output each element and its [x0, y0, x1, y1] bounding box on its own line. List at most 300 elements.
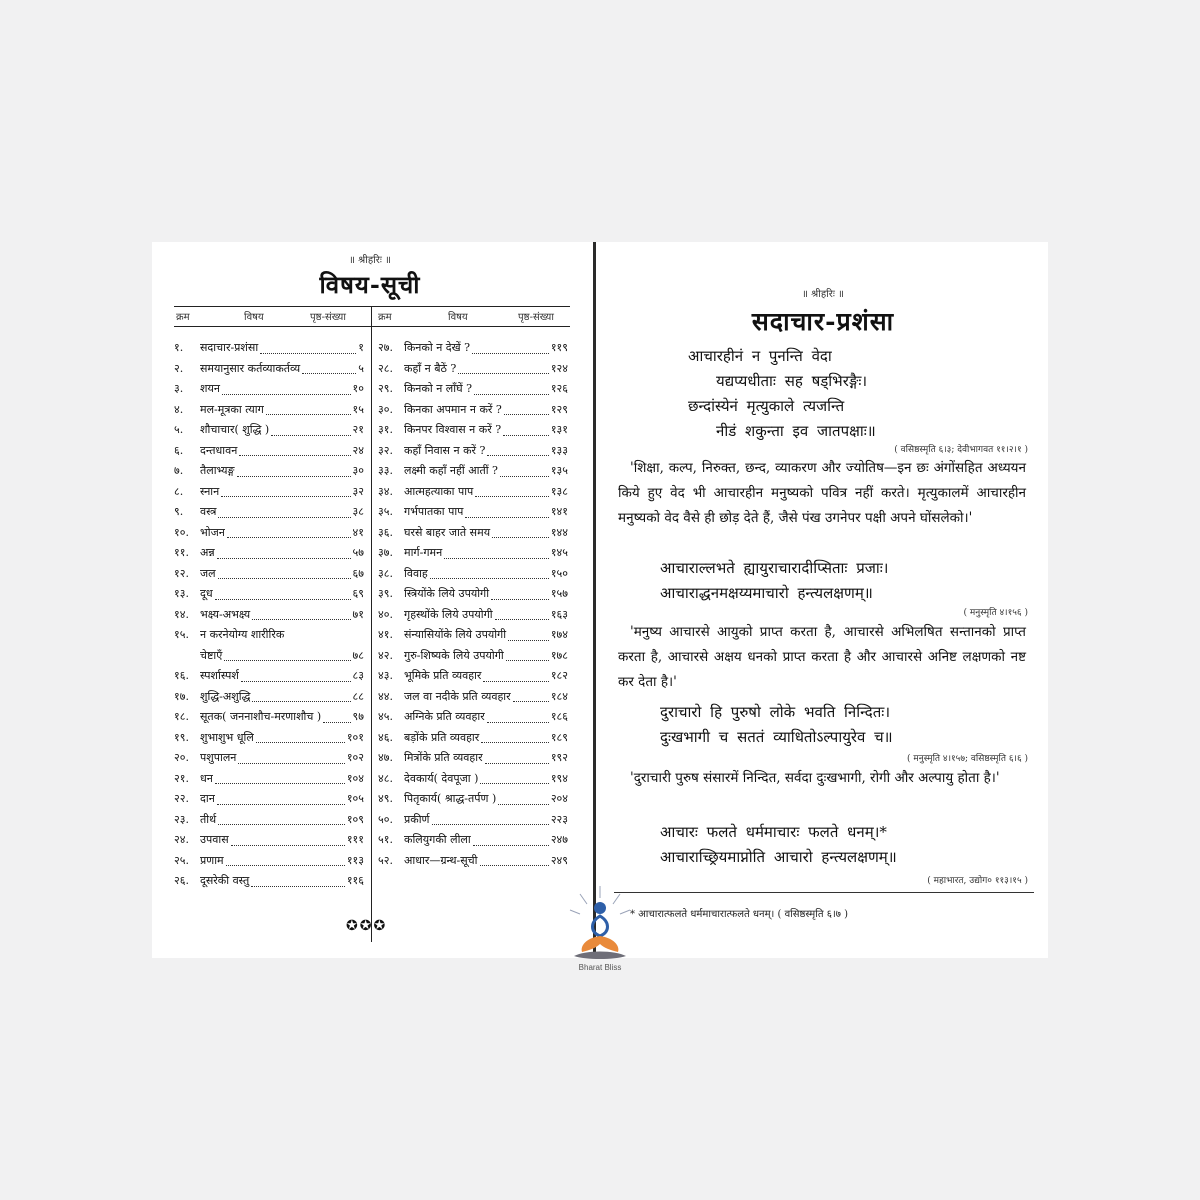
toc-entry: [378, 523, 568, 544]
toc-entry: [174, 379, 364, 400]
toc-entry-page: २०४: [550, 792, 568, 805]
toc-entry-label: देवकार्य( देवपूजा ): [404, 771, 479, 785]
toc-entry-label: शुभाशुभ धूलि: [200, 730, 254, 744]
toc-entry-label: प्रणाम: [200, 853, 224, 867]
toc-entry-page: १३३: [550, 443, 568, 457]
toc-entry: [378, 482, 568, 503]
article-title: सदाचार-प्रशंसा: [751, 307, 895, 336]
toc-entry-page: ३८: [352, 505, 364, 518]
toc-leader-dots: [218, 578, 351, 579]
toc-column-right: [378, 338, 568, 871]
toc-entry-label: दान: [200, 792, 215, 805]
toc-entry-number: ४२.: [378, 648, 393, 662]
toc-leader-dots: [491, 599, 549, 600]
toc-leader-dots: [252, 619, 350, 620]
toc-entry: [174, 666, 364, 687]
toc-entry: [174, 420, 364, 441]
toc-entry-number: २.: [174, 361, 184, 375]
toc-entry-label: वस्त्र: [200, 505, 217, 518]
toc-entry-label: शौचाचार( शुद्धि ): [200, 423, 270, 436]
toc-entry: [174, 789, 364, 810]
book-gutter: [593, 242, 596, 958]
invocation-right: ॥ श्रीहरिः ॥: [801, 289, 845, 300]
toc-entry-page: २२३: [550, 812, 568, 826]
toc-leader-dots: [239, 455, 350, 456]
toc-entry-label: कहाँ न बैठें ?: [404, 361, 457, 375]
toc-entry-page: १९२: [550, 751, 568, 764]
col-header-number: क्रम: [378, 312, 392, 323]
toc-entry-page: ३२: [352, 484, 364, 498]
toc-leader-dots: [271, 435, 350, 436]
toc-entry-label: जल वा नदीके प्रति व्यवहार: [404, 689, 511, 703]
logo-lotus: [582, 936, 619, 952]
toc-entry-label: सूतक( जननाशौच-मरणाशौच ): [200, 710, 322, 723]
toc-leader-dots: [513, 701, 549, 702]
toc-leader-dots: [495, 619, 549, 620]
toc-entry-page: १०२: [346, 751, 364, 764]
toc-entry-number: २०.: [174, 751, 189, 764]
toc-entry-number: १२.: [174, 566, 189, 580]
toc-leader-dots: [222, 394, 351, 395]
col-header-subject: विषय: [244, 312, 264, 323]
toc-entry: [174, 646, 364, 667]
toc-entry: [174, 482, 364, 503]
toc-entry-label: सदाचार-प्रशंसा: [200, 341, 259, 354]
toc-entry-label: आत्महत्याका पाप: [404, 484, 474, 498]
toc-entry-page: १६३: [550, 607, 568, 621]
toc-entry-number: १५.: [174, 628, 189, 641]
toc-entry-page: ६९: [352, 587, 364, 600]
toc-entry-number: २६.: [174, 874, 189, 887]
toc-entry-label: आधार—ग्रन्थ-सूची: [404, 853, 478, 867]
toc-leader-dots: [432, 824, 549, 825]
toc-leader-dots: [487, 455, 548, 456]
toc-entry-page: १८२: [550, 669, 568, 682]
toc-entry-number: २९.: [378, 382, 393, 395]
toc-entry-number: ३१.: [378, 423, 393, 436]
toc-entry: [378, 728, 568, 749]
toc-entry-label: विवाह: [404, 566, 428, 580]
toc-entry-label: गृहस्थोंके लिये उपयोगी: [404, 607, 493, 621]
toc-entry: [378, 687, 568, 708]
toc-leader-dots: [215, 599, 351, 600]
toc-entry-label: उपवास: [200, 833, 229, 846]
toc-entry: [378, 543, 568, 564]
toc-entry-number: २७.: [378, 341, 393, 354]
toc-entry-label: दूसरेकी वस्तु: [200, 874, 250, 887]
toc-leader-dots: [508, 640, 549, 641]
toc-entry-page: १३८: [550, 484, 568, 498]
toc-entry-page: १०१: [346, 730, 364, 744]
toc-entry-page: १०५: [346, 792, 364, 805]
toc-entry: [174, 543, 364, 564]
toc-leader-dots: [444, 558, 549, 559]
toc-entry: [378, 625, 568, 646]
toc-leader-dots: [241, 681, 351, 682]
toc-entry-label: लक्ष्मी कहाँ नहीं आतीं ?: [404, 464, 498, 477]
toc-entry-number: ४१.: [378, 628, 393, 641]
toc-leader-dots: [251, 886, 345, 887]
toc-entry-number: ३८.: [378, 566, 393, 580]
verse-line: दुःखभागी च सततं व्याधितोऽल्पायुरेव च॥: [660, 728, 893, 746]
toc-entry-page: १८४: [550, 689, 568, 703]
book-spread: [152, 242, 1048, 958]
toc-leader-dots: [266, 414, 351, 415]
toc-entry-label: गर्भपातका पाप: [404, 505, 464, 518]
col-header-page: पृष्ठ-संख्या: [310, 312, 346, 323]
toc-leader-dots: [217, 804, 345, 805]
toc-leader-dots: [256, 742, 345, 743]
toc-entry-number: २१.: [174, 771, 189, 785]
toc-entry-number: १९.: [174, 730, 189, 744]
toc-entry-number: १६.: [174, 669, 189, 682]
toc-entry-number: १३.: [174, 587, 189, 600]
invocation-left: ॥ श्रीहरिः ॥: [348, 255, 392, 266]
toc-entry-number: ९.: [174, 505, 184, 518]
toc-entry-page: १०९: [346, 812, 364, 826]
toc-leader-dots: [481, 742, 549, 743]
toc-entry-number: ३७.: [378, 546, 393, 559]
toc-entry: [378, 461, 568, 482]
verse-line: यद्यप्यधीताः सह षड्भिरङ्गैः।: [716, 372, 868, 390]
logo-body: [593, 916, 608, 936]
toc-entry: [174, 830, 364, 851]
toc-entry-number: ४६.: [378, 730, 393, 744]
toc-entry: [174, 338, 364, 359]
logo-head: [594, 902, 606, 914]
toc-entry-page: ८८: [352, 689, 364, 703]
paragraph: 'दुराचारी पुरुष संसारमें निन्दित, सर्वदा दुःखभागी, रोगी और अल्पायु होता है।': [630, 770, 1000, 786]
toc-entry-number: १०.: [174, 525, 189, 539]
toc-entry: [174, 523, 364, 544]
toc-entry-number: ४९.: [378, 792, 393, 805]
toc-entry-number: ४३.: [378, 669, 393, 682]
footnote-rule: [614, 892, 1034, 893]
toc-leader-dots: [474, 394, 549, 395]
toc-entry-number: ७.: [174, 464, 184, 477]
verse-line: आचाराच्छ्रियमाप्नोति आचारो हन्त्यलक्षणम्॥: [660, 848, 897, 866]
col-header-subject: विषय: [448, 312, 468, 323]
verse-line: आचारः फलते धर्ममाचारः फलते धनम्।*: [660, 823, 887, 841]
verse-line: नीडं शकुन्ता इव जातपक्षाः॥: [716, 422, 876, 440]
toc-entry: [174, 871, 364, 892]
toc-entry-page: १०: [352, 382, 364, 395]
toc-entry-page: ६७: [352, 566, 364, 580]
toc-entry-page: १९४: [550, 771, 568, 785]
toc-entry-number: ३९.: [378, 587, 393, 600]
toc-entry: [378, 400, 568, 421]
toc-entry: [378, 707, 568, 728]
toc-entry-number: ३६.: [378, 525, 393, 539]
toc-leader-dots: [500, 476, 549, 477]
toc-leader-dots: [237, 476, 351, 477]
toc-entry-label: दन्तधावन: [200, 443, 238, 457]
toc-leader-dots: [218, 517, 350, 518]
toc-entry: [378, 646, 568, 667]
toc-entry: [174, 748, 364, 769]
citation: ( मनुस्मृति ४।१५६ ): [963, 608, 1028, 618]
toc-entry-page: १५७: [550, 587, 568, 600]
toc-leader-dots: [323, 722, 350, 723]
toc-leader-dots: [238, 763, 344, 764]
toc-entry-number: ८.: [174, 484, 184, 498]
toc-page: [152, 242, 588, 958]
toc-entry-label: किनपर विश्वास न करें ?: [404, 423, 502, 436]
toc-entry-number: १.: [174, 341, 184, 354]
toc-entry-number: ५०.: [378, 812, 393, 826]
toc-entry: [174, 625, 364, 646]
toc-entry-page: १७८: [550, 648, 568, 662]
toc-entry-number: ४८.: [378, 771, 393, 785]
toc-leader-dots: [475, 496, 549, 497]
toc-leader-dots: [503, 435, 549, 436]
toc-entry: [378, 851, 568, 872]
toc-entry-label: पशुपालन: [200, 751, 237, 764]
toc-entry-number: ३.: [174, 382, 184, 395]
col-header-page: पृष्ठ-संख्या: [518, 312, 554, 323]
toc-header-rule: [174, 326, 570, 327]
toc-entry: [378, 748, 568, 769]
toc-entry-label: कहाँ निवास न करें ?: [404, 443, 486, 457]
toc-entry: [378, 769, 568, 790]
toc-leader-dots: [465, 517, 548, 518]
citation: ( वसिष्ठस्मृति ६।३; देवीभागवत ११।२।१ ): [894, 445, 1028, 455]
toc-entry-page: १०४: [346, 771, 364, 785]
toc-entry-page: ५: [358, 361, 364, 375]
toc-entry-page: ९७: [352, 710, 364, 723]
toc-entry: [174, 564, 364, 585]
toc-entry-label: धन: [200, 771, 213, 785]
toc-entry: [174, 359, 364, 380]
verse-line: आचारहीनं न पुनन्ति वेदा: [688, 347, 832, 365]
toc-entry-number: ५२.: [378, 853, 393, 867]
toc-entry-page: १३५: [550, 464, 568, 477]
toc-entry: [378, 789, 568, 810]
toc-leader-dots: [458, 373, 549, 374]
toc-entry: [378, 420, 568, 441]
toc-entry-label: पितृकार्य( श्राद्ध-तर्पण ): [404, 792, 497, 805]
toc-entry: [174, 707, 364, 728]
toc-entry-number: ४.: [174, 402, 184, 416]
toc-entry: [174, 461, 364, 482]
toc-entry-page: १७४: [550, 628, 568, 641]
toc-leader-dots: [487, 722, 549, 723]
toc-entry-label: किनको न देखें ?: [404, 341, 471, 354]
toc-entry: [174, 851, 364, 872]
verse-line: आचाराद्धनमक्षय्यमाचारो हन्त्यलक्षणम्॥: [660, 584, 873, 602]
toc-entry-page: ५७: [352, 546, 364, 559]
paragraph: 'शिक्षा, कल्प, निरुक्त, छन्द, व्याकरण और ज्योतिष—इन छः अंगोंसहित अध्ययन किये हुए वेद भी आचारहीन मनुष्यको पवित्र नहीं करते। मृत्युकालमें आचारहीन मनुष्यको वेद वैसे ही छोड़ देते हैं, जैसे पंख उगनेपर पक्षी अपने घोंसलेको।': [618, 460, 1026, 526]
toc-entry-label: मार्ग-गमन: [404, 546, 443, 559]
col-header-number: क्रम: [176, 312, 190, 323]
toc-leader-dots: [224, 660, 350, 661]
toc-entry: [174, 400, 364, 421]
toc-entry-page: ११६: [346, 874, 364, 887]
toc-entry-page: १: [358, 341, 364, 354]
toc-leader-dots: [472, 353, 549, 354]
toc-entry: [378, 564, 568, 585]
toc-leader-dots: [221, 496, 350, 497]
toc-leader-dots: [480, 783, 548, 784]
toc-entry-label: बड़ोंके प्रति व्यवहार: [404, 730, 480, 744]
toc-entry: [378, 379, 568, 400]
toc-leader-dots: [227, 537, 351, 538]
toc-entry: [378, 605, 568, 626]
toc-entry-label: कलियुगकी लीला: [404, 833, 471, 846]
toc-entry-page: ७१: [352, 607, 364, 621]
paragraph: 'मनुष्य आचारसे आयुको प्राप्त करता है, आचारसे अभिलषित सन्तानको प्राप्त करता है, आचारसे अक्षय धनको प्राप्त करता है और आचारसे अनिष्ट लक्षणको नष्ट कर देता है।': [618, 624, 1026, 690]
toc-entry-page: १४१: [550, 505, 568, 518]
toc-entry: [378, 810, 568, 831]
toc-leader-dots: [252, 701, 350, 702]
toc-entry-page: १४४: [550, 525, 568, 539]
toc-entry-label: भोजन: [200, 525, 225, 539]
toc-entry-label: किनको न लाँघें ?: [404, 382, 472, 395]
toc-entry-label: शुद्धि-अशुद्धि: [200, 689, 251, 703]
toc-leader-dots: [302, 373, 356, 374]
toc-entry-number: १७.: [174, 689, 189, 703]
toc-top-rule: [174, 306, 570, 307]
toc-entry-label: मित्रोंके प्रति व्यवहार: [404, 751, 483, 764]
toc-entry: [378, 584, 568, 605]
ornament: ✪✪✪: [346, 918, 388, 934]
toc-entry-number: ५१.: [378, 833, 393, 846]
toc-leader-dots: [217, 558, 351, 559]
toc-leader-dots: [218, 824, 345, 825]
toc-entry-number: ४०.: [378, 607, 393, 621]
toc-entry-label: स्त्रियोंके लिये उपयोगी: [404, 587, 490, 600]
toc-leader-dots: [430, 578, 549, 579]
toc-leader-dots: [485, 763, 549, 764]
logo-text: Bharat Bliss: [578, 963, 622, 972]
toc-entry-number: २८.: [378, 361, 393, 375]
toc-entry: [174, 502, 364, 523]
toc-entry-label: मल-मूत्रका त्याग: [200, 402, 264, 416]
toc-entry-number: ३२.: [378, 443, 393, 457]
toc-entry-label: भक्ष्य-अभक्ष्य: [200, 607, 251, 621]
toc-entry-number: ३५.: [378, 505, 393, 518]
toc-entry-number: १८.: [174, 710, 189, 723]
toc-entry-page: १३१: [550, 423, 568, 436]
toc-entry-page: १८९: [550, 730, 568, 744]
toc-entry-label: गुरु-शिष्यके लिये उपयोगी: [404, 648, 504, 662]
toc-column-divider: [371, 306, 372, 942]
toc-entry-page: १५०: [550, 566, 568, 580]
toc-entry: [378, 830, 568, 851]
toc-entry-page: २४७: [550, 833, 568, 846]
toc-entry-number: ३०.: [378, 402, 393, 416]
toc-entry-label: जल: [200, 566, 216, 580]
toc-leader-dots: [473, 845, 549, 846]
toc-entry-page: १२६: [550, 382, 568, 395]
toc-entry-label: प्रकीर्ण: [404, 812, 430, 826]
citation: ( महाभारत, उद्योग० ११३।१५ ): [927, 876, 1028, 886]
toc-leader-dots: [260, 353, 356, 354]
toc-leader-dots: [231, 845, 345, 846]
toc-entry: [378, 502, 568, 523]
toc-entry-page: १८६: [550, 710, 568, 723]
toc-entry-page: २१: [352, 423, 364, 436]
toc-column-left: [174, 338, 364, 892]
toc-leader-dots: [498, 804, 549, 805]
toc-entry-page: ८३: [352, 669, 364, 682]
toc-entry: [174, 728, 364, 749]
toc-entry-number: ५.: [174, 423, 184, 436]
toc-entry: [174, 810, 364, 831]
toc-entry: [174, 441, 364, 462]
toc-entry: [378, 441, 568, 462]
toc-entry-number: ४७.: [378, 751, 393, 764]
toc-entry-label: किनका अपमान न करें ?: [404, 402, 502, 416]
toc-entry-page: ४१: [352, 525, 364, 539]
toc-entry-page: ७८: [352, 648, 364, 662]
toc-entry-number: २४.: [174, 833, 189, 846]
toc-entry-label: न करनेयोग्य शारीरिक: [200, 628, 285, 641]
verse-line: दुराचारो हि पुरुषो लोके भवति निन्दितः।: [660, 703, 891, 721]
toc-leader-dots: [492, 537, 549, 538]
toc-entry: [174, 605, 364, 626]
toc-entry-number: ४५.: [378, 710, 393, 723]
toc-entry-number: ११.: [174, 546, 189, 559]
article-page: [598, 242, 1048, 958]
toc-entry-label: भूमिके प्रति व्यवहार: [404, 669, 482, 682]
toc-entry-label: अन्न: [200, 546, 215, 559]
toc-leader-dots: [506, 660, 549, 661]
toc-entry: [174, 584, 364, 605]
toc-entry-page: १२४: [550, 361, 568, 375]
toc-entry-label: शयन: [200, 382, 220, 395]
toc-leader-dots: [226, 865, 345, 866]
toc-entry-page: ३०: [352, 464, 364, 477]
toc-entry: [378, 338, 568, 359]
toc-leader-dots: [215, 783, 345, 784]
toc-entry-label: अग्निके प्रति व्यवहार: [404, 710, 485, 723]
toc-entry-number: १४.: [174, 607, 189, 621]
toc-title: विषय-सूची: [319, 270, 421, 299]
toc-entry-page: २४: [352, 443, 364, 457]
toc-leader-dots: [480, 865, 549, 866]
toc-entry-page: १४५: [550, 546, 568, 559]
toc-entry-number: ३३.: [378, 464, 393, 477]
toc-entry-number: ६.: [174, 443, 184, 457]
toc-entry-number: २५.: [174, 853, 189, 867]
toc-entry-label: तीर्थ: [200, 812, 217, 826]
toc-entry: [378, 666, 568, 687]
toc-entry-number: ४४.: [378, 689, 393, 703]
toc-entry-number: २२.: [174, 792, 189, 805]
toc-entry-label: स्नान: [200, 484, 220, 498]
toc-entry-number: ३४.: [378, 484, 393, 498]
citation: ( मनुस्मृति ४।१५७; वसिष्ठस्मृति ६।६ ): [906, 754, 1028, 764]
toc-entry-label: तैलाभ्यङ्ग: [200, 464, 235, 477]
toc-entry: [174, 769, 364, 790]
logo-base: [574, 952, 626, 960]
toc-entry-page: ११३: [346, 853, 364, 867]
footnote: * आचारात्फलते धर्ममाचारात्फलते धनम्। ( वसिष्ठस्मृति ६।७ ): [630, 909, 849, 920]
toc-leader-dots: [483, 681, 548, 682]
toc-entry: [174, 687, 364, 708]
toc-entry-label: स्पर्शास्पर्श: [200, 669, 239, 682]
toc-entry-label: चेष्टाएँ: [200, 648, 223, 662]
toc-leader-dots: [504, 414, 549, 415]
toc-entry-page: १५: [352, 402, 364, 416]
toc-entry-label: संन्यासियोंके लिये उपयोगी: [404, 628, 507, 641]
toc-entry-page: ११९: [550, 341, 568, 354]
toc-entry-page: १११: [346, 833, 364, 846]
toc-entry: [378, 359, 568, 380]
toc-entry-label: दूध: [200, 587, 213, 600]
toc-entry-page: २४९: [550, 853, 568, 867]
